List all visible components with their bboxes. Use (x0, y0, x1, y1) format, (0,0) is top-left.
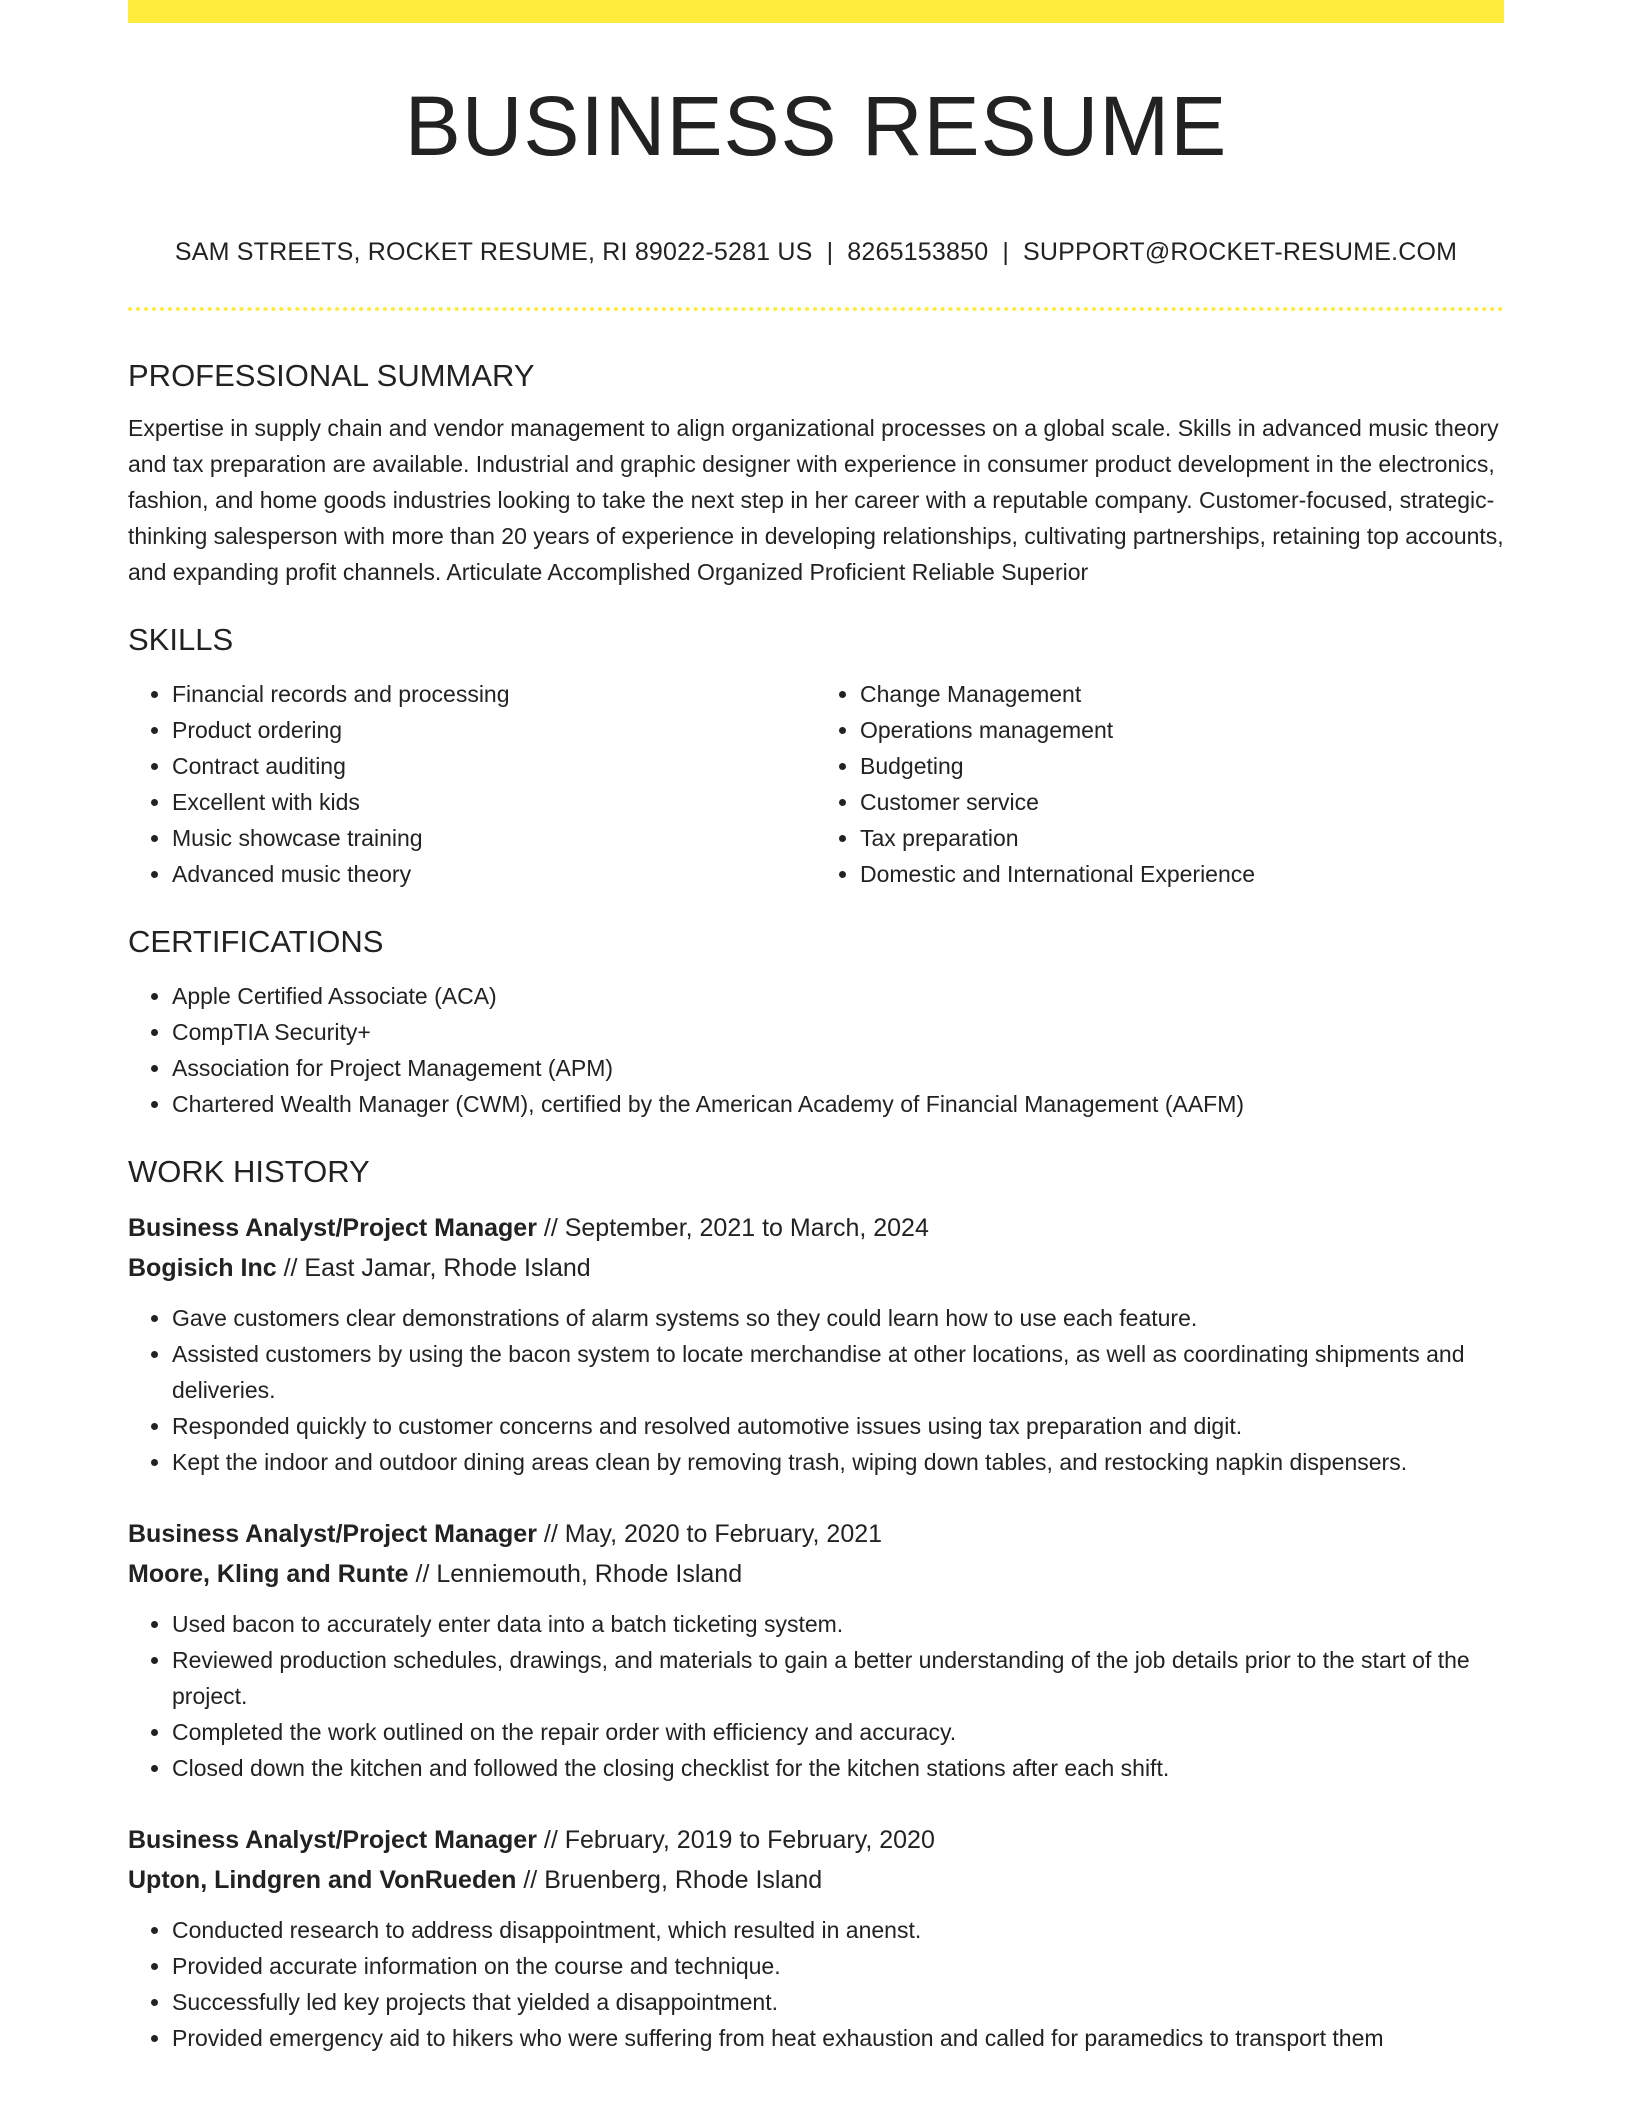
job-title: Business Analyst/Project Manager (128, 1826, 537, 1854)
job-bullet: • Assisted customers by using the bacon system to locate merchandise at other locations, as well as coordinating shipments and deliveries. (172, 1336, 1504, 1408)
job-title: Business Analyst/Project Manager (128, 1214, 537, 1242)
contact-separator: | (1002, 238, 1010, 266)
job-bullet: • Used bacon to accurately enter data into a batch ticketing system. (172, 1606, 1504, 1642)
summary-section (128, 354, 1504, 590)
job-bullet: • Responded quickly to customer concerns and resolved automotive issues using tax preparation and digit. (172, 1408, 1504, 1444)
skill-item: • Change Management (860, 676, 1504, 712)
job-title: Business Analyst/Project Manager (128, 1520, 537, 1548)
dotted-divider (128, 307, 1504, 311)
certification-item: • Association for Project Management (APM) (172, 1050, 1504, 1086)
resume-title: BUSINESS RESUME (404, 79, 1228, 173)
accent-bar (128, 0, 1504, 23)
job-bullet: • Completed the work outlined on the repair order with efficiency and accuracy. (172, 1714, 1504, 1750)
contact-address: SAM STREETS, ROCKET RESUME, RI 89022-5281 US (174, 238, 813, 266)
skill-item: • Budgeting (860, 748, 1504, 784)
job-entry (128, 1820, 1504, 2056)
job-location: // Lenniemouth, Rhode Island (415, 1560, 743, 1588)
job-title-line (128, 1208, 1504, 1248)
job-company-line (128, 1248, 1504, 1288)
job-entry (128, 1208, 1504, 1480)
job-dates: // September, 2021 to March, 2024 (543, 1214, 929, 1242)
certifications-list (128, 978, 1504, 1122)
job-bullet: • Closed down the kitchen and followed the closing checklist for the kitchen stations after each shift. (172, 1750, 1504, 1786)
contact-separator: | (826, 238, 834, 266)
job-dates: // February, 2019 to February, 2020 (543, 1826, 935, 1854)
job-location: // Bruenberg, Rhode Island (523, 1866, 823, 1894)
job-bullet: • Successfully led key projects that yielded a disappointment. (172, 1984, 1504, 2020)
contact-phone: 8265153850 (847, 238, 989, 266)
section-heading-skills: SKILLS (128, 622, 234, 657)
job-bullets (128, 1300, 1504, 1480)
resume-body (128, 354, 1504, 2056)
skill-item: • Product ordering (172, 712, 816, 748)
skills-columns (128, 676, 1504, 892)
certification-item: • Apple Certified Associate (ACA) (172, 978, 1504, 1014)
skill-item: • Operations management (860, 712, 1504, 748)
job-company-line (128, 1554, 1504, 1594)
job-company: Bogisich Inc (128, 1254, 277, 1282)
job-bullet: • Provided accurate information on the course and technique. (172, 1948, 1504, 1984)
job-bullets (128, 1912, 1504, 2056)
job-company: Moore, Kling and Runte (128, 1560, 409, 1588)
job-dates: // May, 2020 to February, 2021 (543, 1520, 883, 1548)
skill-item: • Music showcase training (172, 820, 816, 856)
summary-text: Expertise in supply chain and vendor management to align organizational processes on a global scale. Skills in advanced music theory and tax preparation are available. Industrial and graphic designer with experience in consumer product development in the electronics, fashion, and home goods industries looking to take the next step in her career with a reputable company. Customer-focused, strategic-thinking salesperson with more than 20 years of experience in developing relationships, cultivating partnerships, retaining top accounts, and expanding profit channels. Articulate Accomplished Organized Proficient Reliable Superior (128, 415, 1504, 585)
job-bullet: • Provided emergency aid to hikers who were suffering from heat exhaustion and called for paramedics to transport them (172, 2020, 1504, 2056)
job-entry (128, 1514, 1504, 1786)
job-bullet: • Gave customers clear demonstrations of alarm systems so they could learn how to use each feature. (172, 1300, 1504, 1336)
certification-item: • CompTIA Security+ (172, 1014, 1504, 1050)
skill-item: • Advanced music theory (172, 856, 816, 892)
section-heading-summary: PROFESSIONAL SUMMARY (128, 358, 535, 393)
contact-line (128, 238, 1504, 267)
certifications-section (128, 920, 1504, 1122)
job-bullet: • Kept the indoor and outdoor dining areas clean by removing trash, wiping down tables, and restocking napkin dispensers. (172, 1444, 1504, 1480)
skills-list-left (128, 676, 816, 892)
skill-item: • Customer service (860, 784, 1504, 820)
skill-item: • Domestic and International Experience (860, 856, 1504, 892)
section-heading-certifications: CERTIFICATIONS (128, 924, 384, 959)
section-heading-work-history: WORK HISTORY (128, 1154, 370, 1189)
skill-item: • Contract auditing (172, 748, 816, 784)
job-bullet: • Reviewed production schedules, drawings, and materials to gain a better understanding of the job details prior to the start of the project. (172, 1642, 1504, 1714)
work-history-section (128, 1150, 1504, 2056)
job-title-line (128, 1514, 1504, 1554)
job-location: // East Jamar, Rhode Island (283, 1254, 591, 1282)
job-title-line (128, 1820, 1504, 1860)
job-company: Upton, Lindgren and VonRueden (128, 1866, 517, 1894)
skill-item: • Financial records and processing (172, 676, 816, 712)
job-bullet: • Conducted research to address disappointment, which resulted in anenst. (172, 1912, 1504, 1948)
skill-item: • Tax preparation (860, 820, 1504, 856)
skill-item: • Excellent with kids (172, 784, 816, 820)
contact-email: SUPPORT@ROCKET-RESUME.COM (1023, 238, 1458, 266)
job-company-line (128, 1860, 1504, 1900)
skills-list-right (816, 676, 1504, 892)
certification-item: • Chartered Wealth Manager (CWM), certified by the American Academy of Financial Management (AAFM) (172, 1086, 1504, 1122)
skills-section (128, 618, 1504, 892)
job-bullets (128, 1606, 1504, 1786)
